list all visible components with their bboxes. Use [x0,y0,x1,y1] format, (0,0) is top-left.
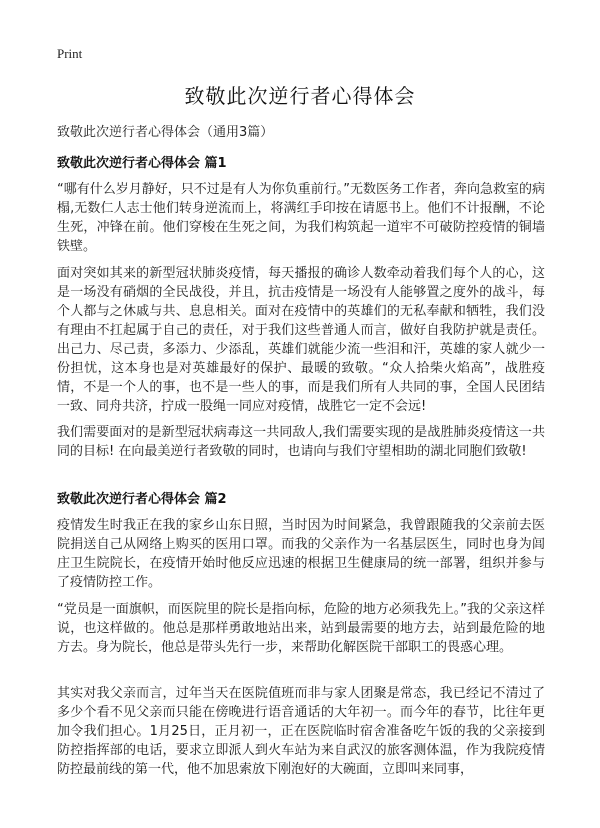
section-2-paragraph-1: 疫情发生时我正在我的家乡山东日照，当时因为时间紧急，我曾跟随我的父亲前去医院捐送自己从网络上购买的医用口罩。而我的父亲作为一名基层医生，同时也身为闾庄卫生院院长，在疫情开始时他反应迅速的根据卫生健康局的统一部署，组织并参与了疫情防控工作。 [57,518,545,590]
print-link[interactable]: Print [57,46,83,61]
section-1-heading: 致敬此次逆行者心得体会 篇1 [57,156,227,171]
section-1-paragraph-3: 我们需要面对的是新型冠状病毒这一共同敌人,我们需要实现的是战胜肺炎疫情这一共同的目标! 在向最美逆行者致敬的同时，也请向与我们守望相助的湖北同胞们致敬! [57,425,545,459]
document-subtitle: 致敬此次逆行者心得体会（通用3篇） [57,125,274,140]
section-1-paragraph-1: “哪有什么岁月静好，只不过是有人为你负重前行。”无数医务工作者，奔向急救室的病榻,无数仁人志士他们转身逆流而上，将满红手印按在请愿书上。他们不计报酬，不论生死，冲锋在前。他们穿梭在生死之间，为我们构筑起一道牢不可破防控疫情的铜墙铁壁。 [57,182,545,254]
page-title: 致敬此次逆行者心得体会 [184,84,416,108]
section-2-paragraph-3: 其实对我父亲而言，过年当天在医院值班而非与家人团聚是常态，我已经记不清过了多少个看不见父亲而只能在傍晚进行语音通话的大年初一。而今年的春节，比往年更加令我们担心。1月25日，正月初一，正在医院临时宿舍准备吃午饭的我的父亲接到防控指挥部的电话，要求立即派人到火车站为来自武汉的旅客测体温，作为我院疫情防控最前线的第一代，他不加思索放下刚泡好的大碗面，立即叫来同事， [57,686,545,777]
section-1-paragraph-2: 面对突如其来的新型冠状肺炎疫情，每天播报的确诊人数牵动着我们每个人的心，这是一场没有硝烟的全民战役，并且，抗击疫情是一场没有人能够置之度外的战斗，每个人都与之休戚与共、息息相关。面对在疫情中的英雄们的无私奉献和牺牲，我们没有理由不扛起属于自己的责任，对于我们这些普通人而言，做好自我防护就是责任。出己力、尽己责，多添力、少添乱，英雄们就能少流一些泪和汗，英雄的家人就少一份担忧，这本身也是对英雄最好的保护、最暖的致敬。“众人拾柴火焰高”，战胜疫情，不是一个人的事，也不是一些人的事，而是我们所有人共同的事，全国人民团结一致、同舟共济，拧成一股绳一同应对疫情，战胜它一定不会远! [57,266,545,414]
section-2-heading: 致敬此次逆行者心得体会 篇2 [57,492,227,507]
section-2-paragraph-2: “党员是一面旗帜，而医院里的院长是指向标，危险的地方必须我先上。”我的父亲这样说，也这样做的。他总是那样勇敢地站出来，站到最需要的地方去，站到最危险的地方去。身为院长，他总是带头先行一步，来帮助化解医院干部职工的畏惑心理。 [57,602,545,655]
